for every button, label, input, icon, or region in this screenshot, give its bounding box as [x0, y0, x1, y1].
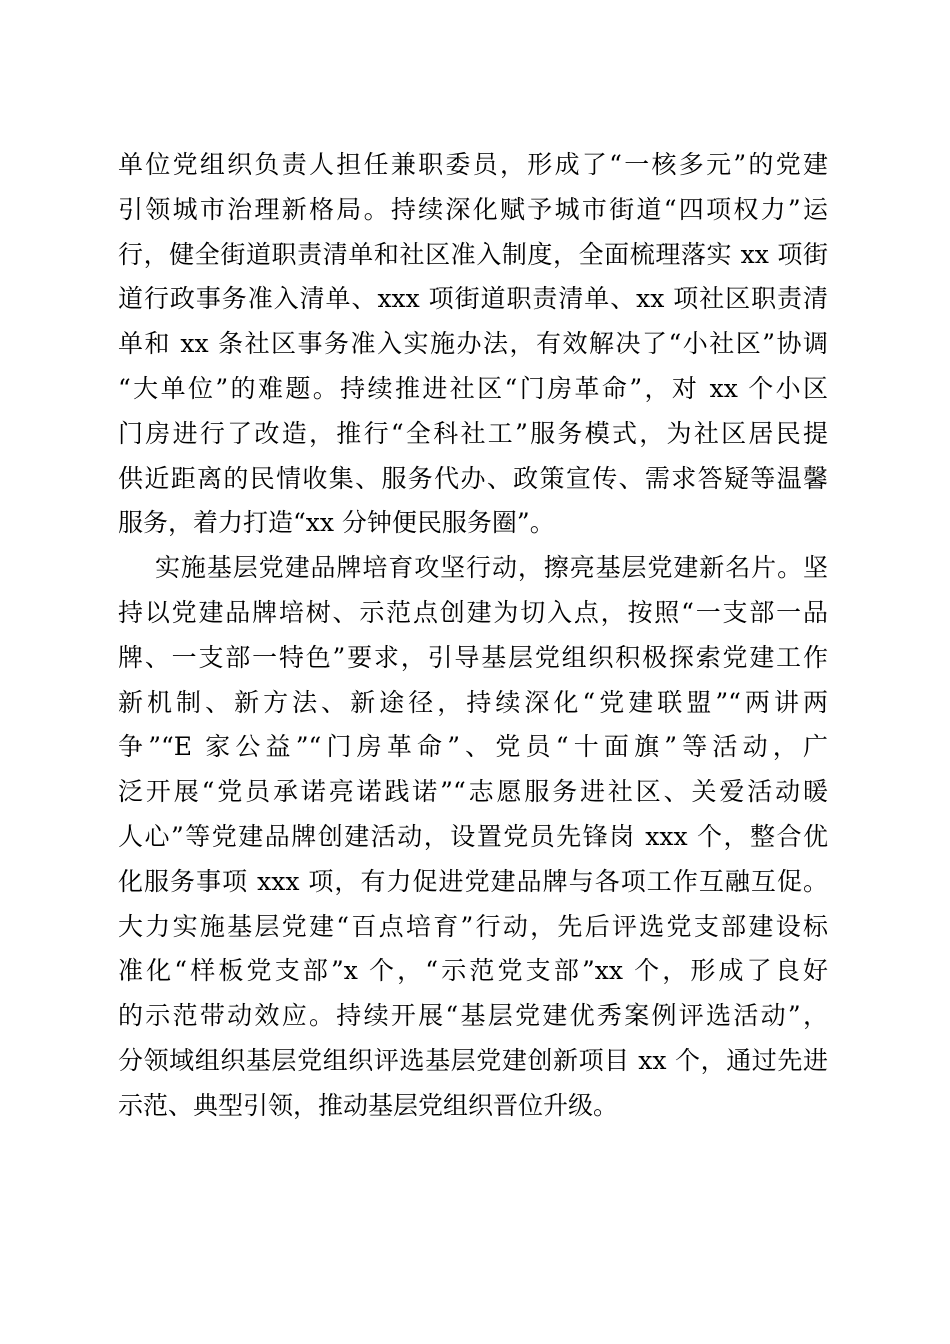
paragraph-2	[118, 546, 828, 1128]
text-line: 示范、典型引领，推动基层党组织晋位升级。	[118, 1090, 619, 1120]
text-line: 门房进行了改造，推行“全科社工”服务模式，为社区居民提	[118, 418, 828, 448]
text-line: 准化“样板党支部”x 个，“示范党支部”xx 个，形成了良好	[118, 956, 828, 986]
text-line: 持以党建品牌培树、示范点创建为切入点，按照“一支部一品	[118, 597, 828, 627]
text-line: 供近距离的民情收集、服务代办、政策宣传、需求答疑等温馨	[118, 463, 828, 493]
text-line: 单和 xx 条社区事务准入实施办法，有效解决了“小社区”协调	[118, 329, 828, 359]
text-line: 的示范带动效应。持续开展“基层党建优秀案例评选活动”，	[118, 1001, 828, 1031]
text-line: 新机制、新方法、新途径，持续深化“党建联盟”“两讲两	[118, 687, 828, 717]
text-line: 化服务事项 xxx 项，有力促进党建品牌与各项工作互融互促。	[118, 866, 828, 896]
text-line: 大力实施基层党建“百点培育”行动，先后评选党支部建设标	[118, 911, 828, 941]
text-line: 泛开展“党员承诺亮诺践诺”“志愿服务进社区、关爱活动暖	[118, 777, 828, 807]
text-line: 争”“E 家公益”“门房革命”、党员“十面旗”等活动，广	[118, 732, 828, 762]
text-line: 行，健全街道职责清单和社区准入制度，全面梳理落实 xx 项街	[118, 239, 828, 269]
document-body	[118, 143, 828, 1129]
text-line: “大单位”的难题。持续推进社区“门房革命”，对 xx 个小区	[118, 373, 828, 403]
text-line: 单位党组织负责人担任兼职委员，形成了“一核多元”的党建	[118, 150, 828, 179]
text-line: 牌、一支部一特色”要求，引导基层党组织积极探索党建工作	[118, 642, 828, 672]
text-line: 分领域组织基层党组织评选基层党建创新项目 xx 个，通过先进	[118, 1045, 828, 1075]
text-line: 服务，着力打造“xx 分钟便民服务圈”。	[118, 508, 555, 538]
text-line: 实施基层党建品牌培育攻坚行动，擦亮基层党建新名片。坚	[155, 553, 828, 583]
text-line: 道行政事务准入清单、xxx 项街道职责清单、xx 项社区职责清	[118, 284, 828, 314]
text-line: 引领城市治理新格局。持续深化赋予城市街道“四项权力”运	[118, 194, 828, 224]
paragraph-1	[118, 143, 828, 546]
text-line: 人心”等党建品牌创建活动，设置党员先锋岗 xxx 个，整合优	[118, 821, 828, 851]
